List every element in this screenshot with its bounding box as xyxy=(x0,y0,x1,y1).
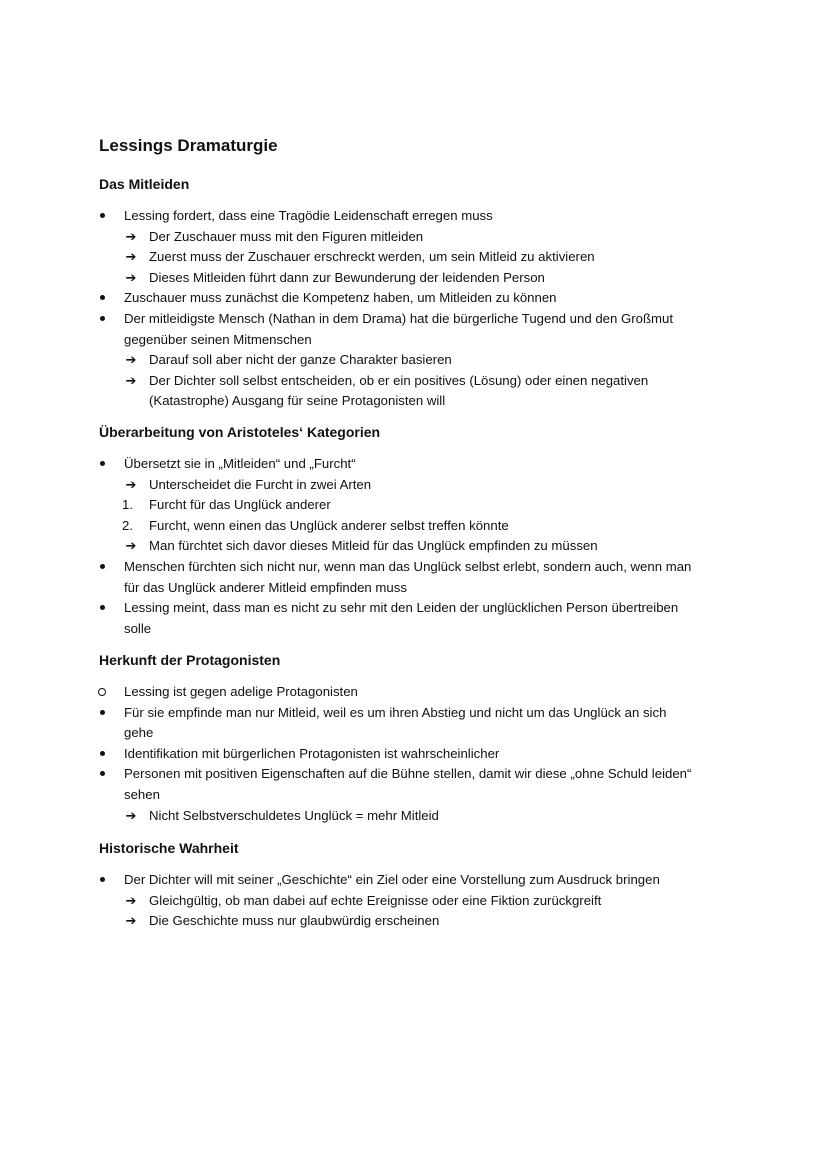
list-item-text: solle xyxy=(124,621,152,636)
arrow-right-icon: ➔ xyxy=(125,249,137,264)
list-item-text: Der Dichter will mit seiner „Geschichte“ ein Ziel oder eine Vorstellung zum Ausdruck bringen xyxy=(124,872,660,887)
list-item-text: Zuschauer muss zunächst die Kompetenz haben, um Mitleiden zu können xyxy=(124,290,557,305)
bullet-icon xyxy=(95,288,109,308)
section-heading: Historische Wahrheit xyxy=(99,840,239,856)
list-item-text: Dieses Mitleiden führt dann zur Bewunderung der leidenden Person xyxy=(149,270,545,285)
circle-bullet-icon xyxy=(95,682,109,702)
list-item-text: Nicht Selbstverschuldetes Unglück = mehr Mitleid xyxy=(149,808,439,823)
bullet-icon xyxy=(95,454,109,474)
arrow-right-icon: ➔ xyxy=(125,352,137,367)
section-heading: Herkunft der Protagonisten xyxy=(99,652,281,668)
list-item-text: Unterscheidet die Furcht in zwei Arten xyxy=(149,477,372,492)
list-item-text: Identifikation mit bürgerlichen Protagonisten ist wahrscheinlicher xyxy=(124,746,500,761)
list-item-text: Menschen fürchten sich nicht nur, wenn man das Unglück selbst erlebt, sondern auch, wenn man xyxy=(124,559,692,574)
list-item-text: Der Zuschauer muss mit den Figuren mitleiden xyxy=(149,229,424,244)
bullet-icon xyxy=(95,744,109,764)
bullet-icon xyxy=(95,309,109,329)
list-item-text: gegenüber seinen Mitmenschen xyxy=(124,332,312,347)
arrow-right-icon: ➔ xyxy=(125,538,137,553)
section-heading: Überarbeitung von Aristoteles‘ Kategorien xyxy=(99,424,381,440)
list-item-text: Darauf soll aber nicht der ganze Charakter basieren xyxy=(149,352,452,367)
list-item-text: (Katastrophe) Ausgang für seine Protagonisten will xyxy=(149,393,446,408)
list-item-text: Personen mit positiven Eigenschaften auf die Bühne stellen, damit wir diese „ohne Schuld leiden“ xyxy=(124,766,692,781)
list-item-text: Die Geschichte muss nur glaubwürdig erscheinen xyxy=(149,913,440,928)
list-item-text: Lessing ist gegen adelige Protagonisten xyxy=(124,684,358,699)
list-item-text: Der mitleidigste Mensch (Nathan in dem Drama) hat die bürgerliche Tugend und den Großmut xyxy=(124,311,674,326)
list-item-text: Lessing fordert, dass eine Tragödie Leidenschaft erregen muss xyxy=(124,208,493,223)
list-number: 1. xyxy=(122,497,133,512)
arrow-right-icon: ➔ xyxy=(125,893,137,908)
arrow-right-icon: ➔ xyxy=(125,270,137,285)
list-item-text: sehen xyxy=(124,787,160,802)
list-item-text: Gleichgültig, ob man dabei auf echte Ereignisse oder eine Fiktion zurückgreift xyxy=(149,893,602,908)
bullet-icon xyxy=(95,764,109,784)
list-number: 2. xyxy=(122,518,133,533)
arrow-right-icon: ➔ xyxy=(125,373,137,388)
list-item-text: gehe xyxy=(124,725,154,740)
list-item-text: Übersetzt sie in „Mitleiden“ und „Furcht“ xyxy=(124,456,356,471)
list-item-text: für das Unglück anderer Mitleid empfinden muss xyxy=(124,580,407,595)
bullet-icon xyxy=(95,703,109,723)
list-item-text: Zuerst muss der Zuschauer erschreckt werden, um sein Mitleid zu aktivieren xyxy=(149,249,595,264)
arrow-right-icon: ➔ xyxy=(125,808,137,823)
bullet-icon xyxy=(95,557,109,577)
list-item-text: Furcht, wenn einen das Unglück anderer selbst treffen könnte xyxy=(149,518,509,533)
arrow-right-icon: ➔ xyxy=(125,229,137,244)
list-item-text: Man fürchtet sich davor dieses Mitleid für das Unglück empfinden zu müssen xyxy=(149,538,598,553)
document-title: Lessings Dramaturgie xyxy=(99,136,278,155)
list-item-text: Lessing meint, dass man es nicht zu sehr mit den Leiden der unglücklichen Person übertreiben xyxy=(124,600,679,615)
bullet-icon xyxy=(95,598,109,618)
arrow-right-icon: ➔ xyxy=(125,477,137,492)
section-heading: Das Mitleiden xyxy=(99,176,190,192)
bullet-icon xyxy=(95,870,109,890)
list-item-text: Furcht für das Unglück anderer xyxy=(149,497,331,512)
list-item-text: Für sie empfinde man nur Mitleid, weil es um ihren Abstieg und nicht um das Unglück an sich xyxy=(124,705,667,720)
arrow-right-icon: ➔ xyxy=(125,913,137,928)
bullet-icon xyxy=(95,206,109,226)
list-item-text: Der Dichter soll selbst entscheiden, ob er ein positives (Lösung) oder einen negativen xyxy=(149,373,649,388)
